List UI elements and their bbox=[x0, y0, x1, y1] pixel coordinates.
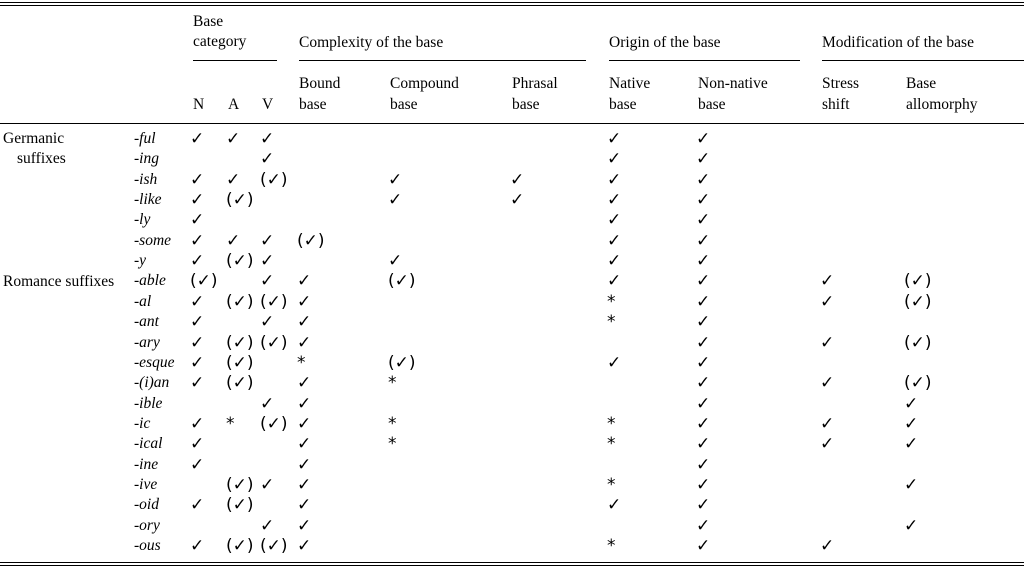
mark-n: ✓ bbox=[190, 170, 205, 190]
mark-allomorphy: (✓) bbox=[904, 271, 932, 291]
bottom-rule bbox=[0, 562, 1024, 563]
mark-compound: ✓ bbox=[388, 170, 403, 190]
mark-nonnative: ✓ bbox=[696, 394, 711, 414]
mark-allomorphy: ✓ bbox=[904, 434, 919, 454]
mark-nonnative: ✓ bbox=[696, 434, 711, 454]
mark-v: ✓ bbox=[260, 394, 275, 414]
mark-v: ✓ bbox=[260, 475, 275, 495]
suffix-cell: -ine bbox=[134, 456, 159, 473]
germanic-label-line1: Germanic bbox=[3, 130, 65, 147]
mark-v: (✓) bbox=[260, 170, 288, 190]
mark-a: ✓ bbox=[226, 170, 241, 190]
mark-nonnative: ✓ bbox=[696, 536, 711, 556]
mark-a: ✓ bbox=[226, 129, 241, 149]
mark-a: (✓) bbox=[226, 495, 254, 515]
complexity-header: Complexity of the base bbox=[299, 34, 444, 51]
mark-bound: ✓ bbox=[297, 414, 312, 434]
mark-nonnative: ✓ bbox=[696, 373, 711, 393]
mark-nonnative: ✓ bbox=[696, 414, 711, 434]
mark-stress: ✓ bbox=[820, 333, 835, 353]
mark-compound: * bbox=[388, 414, 397, 434]
top-rule-inner bbox=[0, 5, 1024, 6]
mark-native: * bbox=[607, 475, 616, 495]
col-v: V bbox=[262, 96, 274, 113]
mark-native: ✓ bbox=[607, 231, 622, 251]
mark-compound: * bbox=[388, 373, 397, 393]
suffix-cell: -ic bbox=[134, 415, 151, 432]
romance-label: Romance suffixes bbox=[3, 273, 115, 290]
mark-bound: * bbox=[297, 353, 306, 373]
top-rule bbox=[0, 2, 1024, 3]
col-bound-line1: Bound bbox=[299, 75, 341, 92]
suffix-cell: -esque bbox=[134, 354, 175, 371]
mark-allomorphy: ✓ bbox=[904, 414, 919, 434]
suffix-cell: -ive bbox=[134, 476, 158, 493]
mark-native: * bbox=[607, 434, 616, 454]
col-native-line2: base bbox=[609, 96, 637, 113]
mark-compound: (✓) bbox=[388, 353, 416, 373]
mark-phrasal: ✓ bbox=[510, 170, 525, 190]
mark-v: ✓ bbox=[260, 129, 275, 149]
mark-a: (✓) bbox=[226, 333, 254, 353]
mark-n: ✓ bbox=[190, 373, 205, 393]
mark-bound: ✓ bbox=[297, 271, 312, 291]
mark-native: ✓ bbox=[607, 271, 622, 291]
mark-a: (✓) bbox=[226, 353, 254, 373]
mark-a: (✓) bbox=[226, 475, 254, 495]
mark-nonnative: ✓ bbox=[696, 271, 711, 291]
mark-v: (✓) bbox=[260, 414, 288, 434]
mark-native: ✓ bbox=[607, 251, 622, 271]
col-nonnative-line1: Non-native bbox=[698, 75, 768, 92]
suffix-cell: -ible bbox=[134, 395, 163, 412]
suffix-cell: -ly bbox=[134, 211, 151, 228]
origin-header: Origin of the base bbox=[609, 34, 721, 51]
mark-n: ✓ bbox=[190, 434, 205, 454]
suffix-cell: -like bbox=[134, 191, 162, 208]
bottom-rule-inner bbox=[0, 565, 1024, 566]
mark-nonnative: ✓ bbox=[696, 190, 711, 210]
mark-n: ✓ bbox=[190, 129, 205, 149]
mark-compound: (✓) bbox=[388, 271, 416, 291]
mark-bound: ✓ bbox=[297, 394, 312, 414]
mark-native: ✓ bbox=[607, 495, 622, 515]
mark-nonnative: ✓ bbox=[696, 495, 711, 515]
germanic-label-line2: suffixes bbox=[17, 150, 66, 167]
mark-bound: ✓ bbox=[297, 516, 312, 536]
suffix-cell: -some bbox=[134, 232, 172, 249]
mark-native: * bbox=[607, 414, 616, 434]
mark-allomorphy: (✓) bbox=[904, 333, 932, 353]
mark-native: ✓ bbox=[607, 170, 622, 190]
mark-n: ✓ bbox=[190, 292, 205, 312]
mark-n: ✓ bbox=[190, 455, 205, 475]
modification-header: Modification of the base bbox=[822, 34, 974, 51]
mark-nonnative: ✓ bbox=[696, 170, 711, 190]
suffix-cell: -ory bbox=[134, 517, 160, 534]
mark-nonnative: ✓ bbox=[696, 516, 711, 536]
col-bound-line2: base bbox=[299, 96, 327, 113]
mark-nonnative: ✓ bbox=[696, 455, 711, 475]
suffix-cell: -ish bbox=[134, 171, 158, 188]
mark-native: ✓ bbox=[607, 149, 622, 169]
suffix-cell: -able bbox=[134, 272, 166, 289]
mark-v: ✓ bbox=[260, 149, 275, 169]
mark-bound: ✓ bbox=[297, 475, 312, 495]
mark-allomorphy: ✓ bbox=[904, 394, 919, 414]
col-a: A bbox=[228, 96, 240, 113]
origin-underline bbox=[609, 60, 800, 61]
mark-bound: ✓ bbox=[297, 536, 312, 556]
mark-a: (✓) bbox=[226, 190, 254, 210]
mark-a: (✓) bbox=[226, 373, 254, 393]
mark-native: ✓ bbox=[607, 210, 622, 230]
mark-allomorphy: (✓) bbox=[904, 292, 932, 312]
modification-underline bbox=[822, 60, 1024, 61]
mark-nonnative: ✓ bbox=[696, 353, 711, 373]
suffix-cell: -y bbox=[134, 252, 147, 269]
suffix-cell: -al bbox=[134, 293, 152, 310]
mark-a: (✓) bbox=[226, 536, 254, 556]
mark-stress: ✓ bbox=[820, 373, 835, 393]
mark-v: (✓) bbox=[260, 292, 288, 312]
complexity-underline bbox=[299, 60, 586, 61]
mark-bound: ✓ bbox=[297, 434, 312, 454]
mark-v: ✓ bbox=[260, 251, 275, 271]
col-stress-line2: shift bbox=[822, 96, 850, 113]
mark-nonnative: ✓ bbox=[696, 312, 711, 332]
mark-a: (✓) bbox=[226, 292, 254, 312]
mark-native: * bbox=[607, 536, 616, 556]
mark-native: * bbox=[607, 292, 616, 312]
mark-a: * bbox=[226, 414, 235, 434]
col-n: N bbox=[193, 96, 205, 113]
mark-bound: ✓ bbox=[297, 373, 312, 393]
col-stress-line1: Stress bbox=[822, 75, 860, 92]
mark-nonnative: ✓ bbox=[696, 292, 711, 312]
suffix-cell: -ant bbox=[134, 313, 159, 330]
mark-nonnative: ✓ bbox=[696, 475, 711, 495]
mark-n: ✓ bbox=[190, 210, 205, 230]
suffix-cell: -oid bbox=[134, 496, 159, 513]
suffix-cell: -ous bbox=[134, 537, 161, 554]
mark-n: ✓ bbox=[190, 312, 205, 332]
mark-n: ✓ bbox=[190, 536, 205, 556]
suffix-cell: -ful bbox=[134, 130, 156, 147]
mark-n: ✓ bbox=[190, 190, 205, 210]
mark-allomorphy: ✓ bbox=[904, 516, 919, 536]
mark-phrasal: ✓ bbox=[510, 190, 525, 210]
mark-nonnative: ✓ bbox=[696, 149, 711, 169]
mark-n: ✓ bbox=[190, 414, 205, 434]
mark-bound: ✓ bbox=[297, 333, 312, 353]
mark-v: ✓ bbox=[260, 312, 275, 332]
col-allomorphy-line2: allomorphy bbox=[906, 96, 978, 113]
mark-native: * bbox=[607, 312, 616, 332]
mark-stress: ✓ bbox=[820, 271, 835, 291]
mark-bound: (✓) bbox=[297, 231, 325, 251]
mark-v: ✓ bbox=[260, 516, 275, 536]
suffix-cell: -ary bbox=[134, 334, 160, 351]
mark-compound: ✓ bbox=[388, 251, 403, 271]
mark-nonnative: ✓ bbox=[696, 333, 711, 353]
mark-allomorphy: (✓) bbox=[904, 373, 932, 393]
mark-bound: ✓ bbox=[297, 455, 312, 475]
mark-n: ✓ bbox=[190, 231, 205, 251]
header-rule bbox=[0, 123, 1024, 124]
suffix-cell: -ical bbox=[134, 435, 163, 452]
mark-native: ✓ bbox=[607, 190, 622, 210]
base-category-header-line1: Base bbox=[193, 13, 224, 30]
mark-a: ✓ bbox=[226, 231, 241, 251]
mark-n: ✓ bbox=[190, 495, 205, 515]
mark-n: ✓ bbox=[190, 333, 205, 353]
col-allomorphy-line1: Base bbox=[906, 75, 937, 92]
mark-nonnative: ✓ bbox=[696, 231, 711, 251]
mark-stress: ✓ bbox=[820, 536, 835, 556]
col-compound-line1: Compound bbox=[390, 75, 459, 92]
mark-bound: ✓ bbox=[297, 292, 312, 312]
mark-native: ✓ bbox=[607, 129, 622, 149]
mark-a: (✓) bbox=[226, 251, 254, 271]
mark-native: ✓ bbox=[607, 353, 622, 373]
mark-n: ✓ bbox=[190, 353, 205, 373]
mark-bound: ✓ bbox=[297, 495, 312, 515]
mark-bound: ✓ bbox=[297, 312, 312, 332]
mark-v: (✓) bbox=[260, 536, 288, 556]
col-compound-line2: base bbox=[390, 96, 418, 113]
mark-stress: ✓ bbox=[820, 414, 835, 434]
col-phrasal-line2: base bbox=[512, 96, 540, 113]
base-category-header-line2: category bbox=[193, 33, 247, 50]
mark-allomorphy: ✓ bbox=[904, 475, 919, 495]
mark-stress: ✓ bbox=[820, 434, 835, 454]
mark-v: (✓) bbox=[260, 333, 288, 353]
mark-nonnative: ✓ bbox=[696, 210, 711, 230]
mark-stress: ✓ bbox=[820, 292, 835, 312]
suffix-cell: -(i)an bbox=[134, 374, 170, 391]
mark-n: (✓) bbox=[190, 271, 218, 291]
col-native-line1: Native bbox=[609, 75, 651, 92]
mark-v: ✓ bbox=[260, 271, 275, 291]
suffix-cell: -ing bbox=[134, 150, 159, 167]
mark-compound: ✓ bbox=[388, 190, 403, 210]
mark-v: ✓ bbox=[260, 231, 275, 251]
col-phrasal-line1: Phrasal bbox=[512, 75, 558, 92]
col-nonnative-line2: base bbox=[698, 96, 726, 113]
mark-compound: * bbox=[388, 434, 397, 454]
mark-n: ✓ bbox=[190, 251, 205, 271]
mark-nonnative: ✓ bbox=[696, 129, 711, 149]
mark-nonnative: ✓ bbox=[696, 251, 711, 271]
base-category-underline bbox=[193, 60, 277, 61]
